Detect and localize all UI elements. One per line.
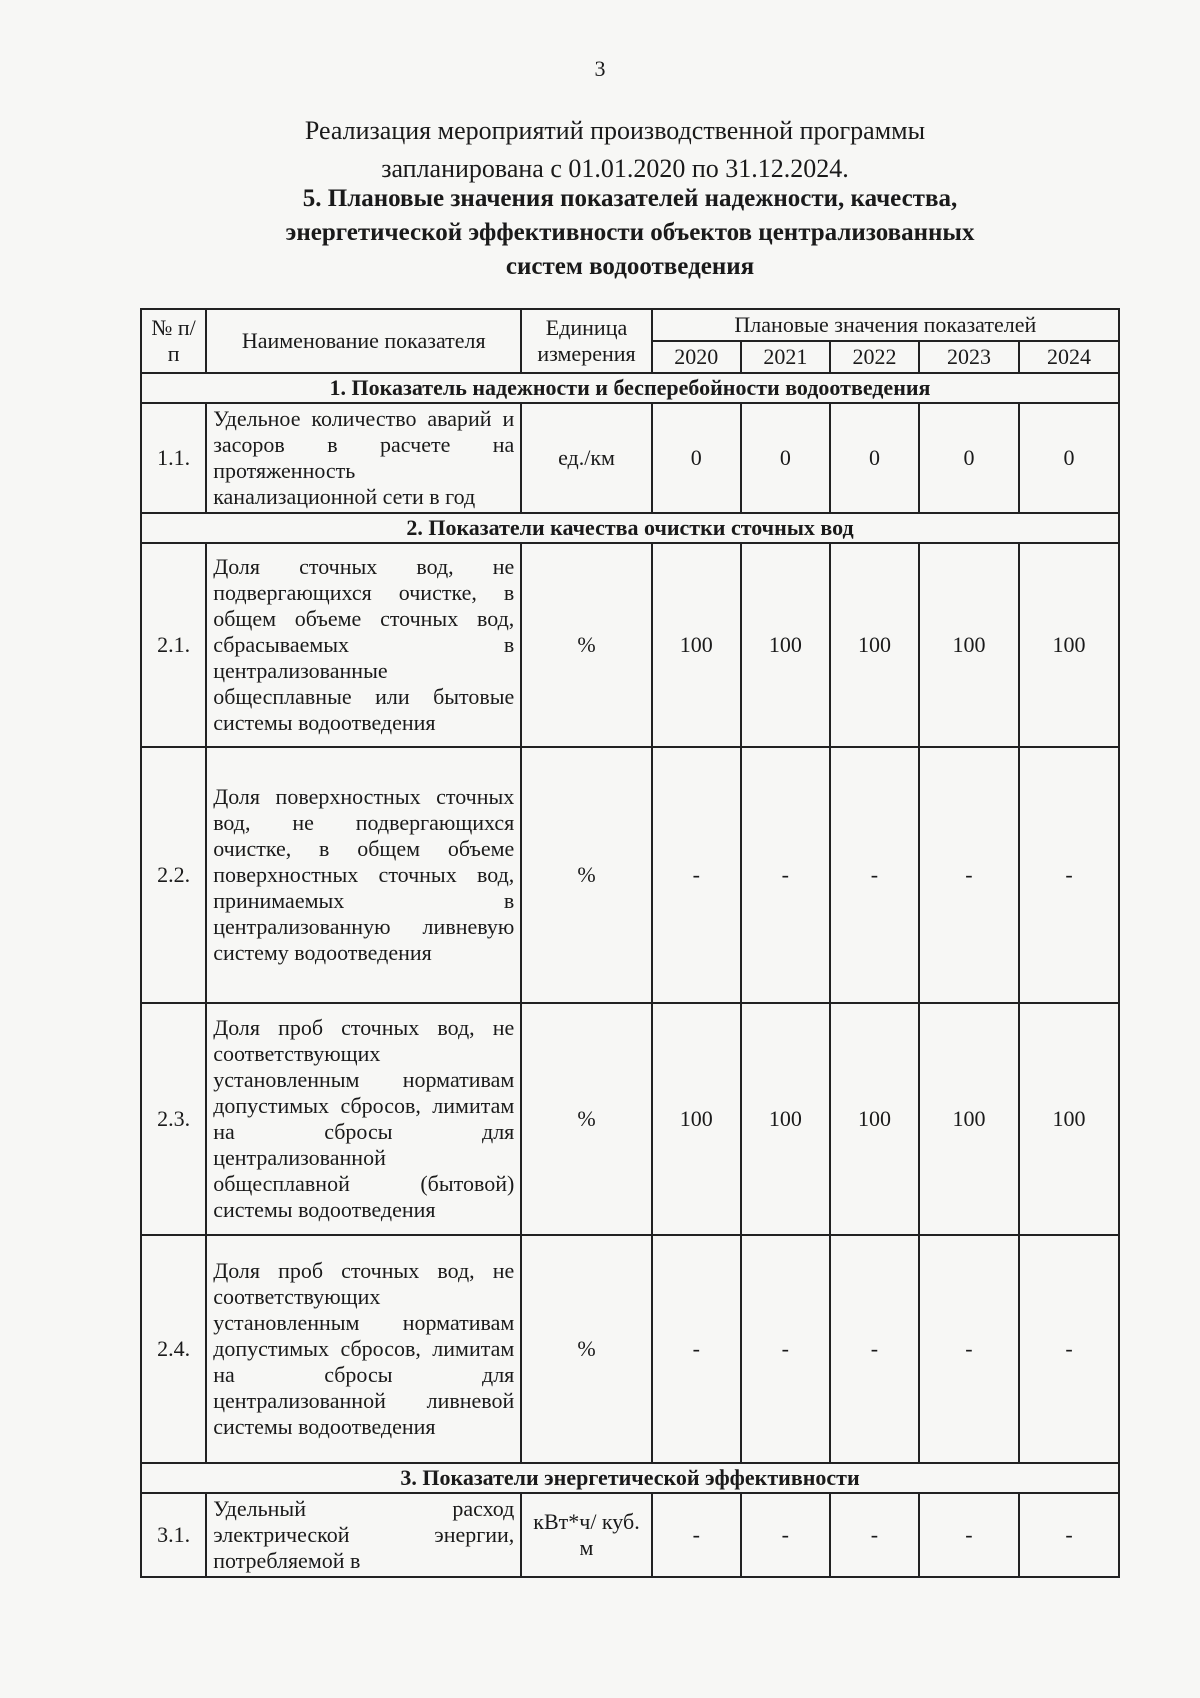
header-num: № п/п bbox=[141, 309, 206, 373]
row-value: - bbox=[1019, 1235, 1119, 1463]
row-num: 2.4. bbox=[141, 1235, 206, 1463]
row-num: 1.1. bbox=[141, 403, 206, 513]
row-value: 100 bbox=[741, 543, 830, 747]
row-name: Доля сточных вод, не подвергающихся очистке, в общем объеме сточных вод, сбрасываемых в централизованные общесплавные или бытовые системы водоотведения bbox=[206, 543, 521, 747]
section-row bbox=[141, 1463, 1119, 1493]
row-name: Удельный расход электрической энергии, потребляемой в bbox=[206, 1493, 521, 1577]
row-value: - bbox=[1019, 747, 1119, 1003]
header-unit: Единица измерения bbox=[521, 309, 651, 373]
row-value: 0 bbox=[830, 403, 919, 513]
table-row bbox=[141, 543, 1119, 747]
section-row bbox=[141, 513, 1119, 543]
row-value: - bbox=[741, 1493, 830, 1577]
section-title-line: систем водоотведения bbox=[505, 253, 755, 280]
row-value: 100 bbox=[919, 543, 1019, 747]
section-heading: 3. Показатели энергетической эффективности bbox=[141, 1463, 1119, 1493]
row-value: 100 bbox=[652, 1003, 741, 1235]
row-value: - bbox=[830, 1493, 919, 1577]
table-row bbox=[141, 1493, 1119, 1577]
row-num: 3.1. bbox=[141, 1493, 206, 1577]
row-unit: % bbox=[521, 543, 651, 747]
header-year: 2024 bbox=[1019, 341, 1119, 373]
table-row bbox=[141, 1003, 1119, 1235]
row-num: 2.1. bbox=[141, 543, 206, 747]
row-value: 100 bbox=[830, 543, 919, 747]
page-number: 3 bbox=[594, 56, 606, 81]
row-value: 100 bbox=[741, 1003, 830, 1235]
row-value: - bbox=[741, 1235, 830, 1463]
header-name: Наименование показателя bbox=[206, 309, 521, 373]
row-name: Доля проб сточных вод, не соответствующих установленным нормативам допустимых сбросов, лимитам на сбросы для централизованной общесплавной (бытовой) системы водоотведения bbox=[206, 1003, 521, 1235]
row-value: 0 bbox=[741, 403, 830, 513]
row-name: Удельное количество аварий и засоров в расчете на протяженность канализационной сети в год bbox=[206, 403, 521, 513]
row-value: 100 bbox=[1019, 543, 1119, 747]
header-year: 2020 bbox=[652, 341, 741, 373]
header-plan: Плановые значения показателей bbox=[652, 309, 1119, 341]
row-value: - bbox=[919, 1493, 1019, 1577]
header-year: 2023 bbox=[919, 341, 1019, 373]
row-value: - bbox=[919, 747, 1019, 1003]
row-name: Доля проб сточных вод, не соответствующих установленным нормативам допустимых сбросов, лимитам на сбросы для централизованной ливневой системы водоотведения bbox=[206, 1235, 521, 1463]
row-value: 0 bbox=[919, 403, 1019, 513]
row-value: 100 bbox=[919, 1003, 1019, 1235]
row-value: - bbox=[830, 1235, 919, 1463]
row-value: - bbox=[741, 747, 830, 1003]
row-name: Доля поверхностных сточных вод, не подвергающихся очистке, в общем объеме поверхностных сточных вод, принимаемых в централизованную ливневую систему водоотведения bbox=[206, 747, 521, 1003]
row-value: - bbox=[919, 1235, 1019, 1463]
section-heading: 1. Показатель надежности и бесперебойности водоотведения bbox=[141, 373, 1119, 403]
header-year: 2022 bbox=[830, 341, 919, 373]
row-unit: % bbox=[521, 1235, 651, 1463]
row-value: 100 bbox=[652, 543, 741, 747]
row-value: - bbox=[652, 747, 741, 1003]
row-unit: % bbox=[521, 1003, 651, 1235]
table-row bbox=[141, 747, 1119, 1003]
section-title-line: 5. Плановые значения показателей надежности, качества, bbox=[302, 185, 958, 212]
row-num: 2.3. bbox=[141, 1003, 206, 1235]
intro-line: запланирована с 01.01.2020 по 31.12.2024. bbox=[381, 154, 849, 183]
row-num: 2.2. bbox=[141, 747, 206, 1003]
section-heading: 2. Показатели качества очистки сточных вод bbox=[141, 513, 1119, 543]
section-row bbox=[141, 373, 1119, 403]
section-title bbox=[210, 182, 1050, 284]
row-value: 0 bbox=[652, 403, 741, 513]
table-row bbox=[141, 1235, 1119, 1463]
intro-text bbox=[120, 112, 1110, 188]
intro-line: Реализация мероприятий производственной программы bbox=[304, 116, 926, 145]
table-row bbox=[141, 403, 1119, 513]
row-unit: ед./км bbox=[521, 403, 651, 513]
row-unit: кВт*ч/ куб. м bbox=[521, 1493, 651, 1577]
row-unit: % bbox=[521, 747, 651, 1003]
row-value: 100 bbox=[830, 1003, 919, 1235]
row-value: - bbox=[652, 1235, 741, 1463]
indicators-table bbox=[140, 308, 1120, 1578]
row-value: - bbox=[830, 747, 919, 1003]
row-value: 0 bbox=[1019, 403, 1119, 513]
header-year: 2021 bbox=[741, 341, 830, 373]
section-title-line: энергетической эффективности объектов централизованных bbox=[285, 219, 975, 246]
row-value: 100 bbox=[1019, 1003, 1119, 1235]
row-value: - bbox=[652, 1493, 741, 1577]
row-value: - bbox=[1019, 1493, 1119, 1577]
